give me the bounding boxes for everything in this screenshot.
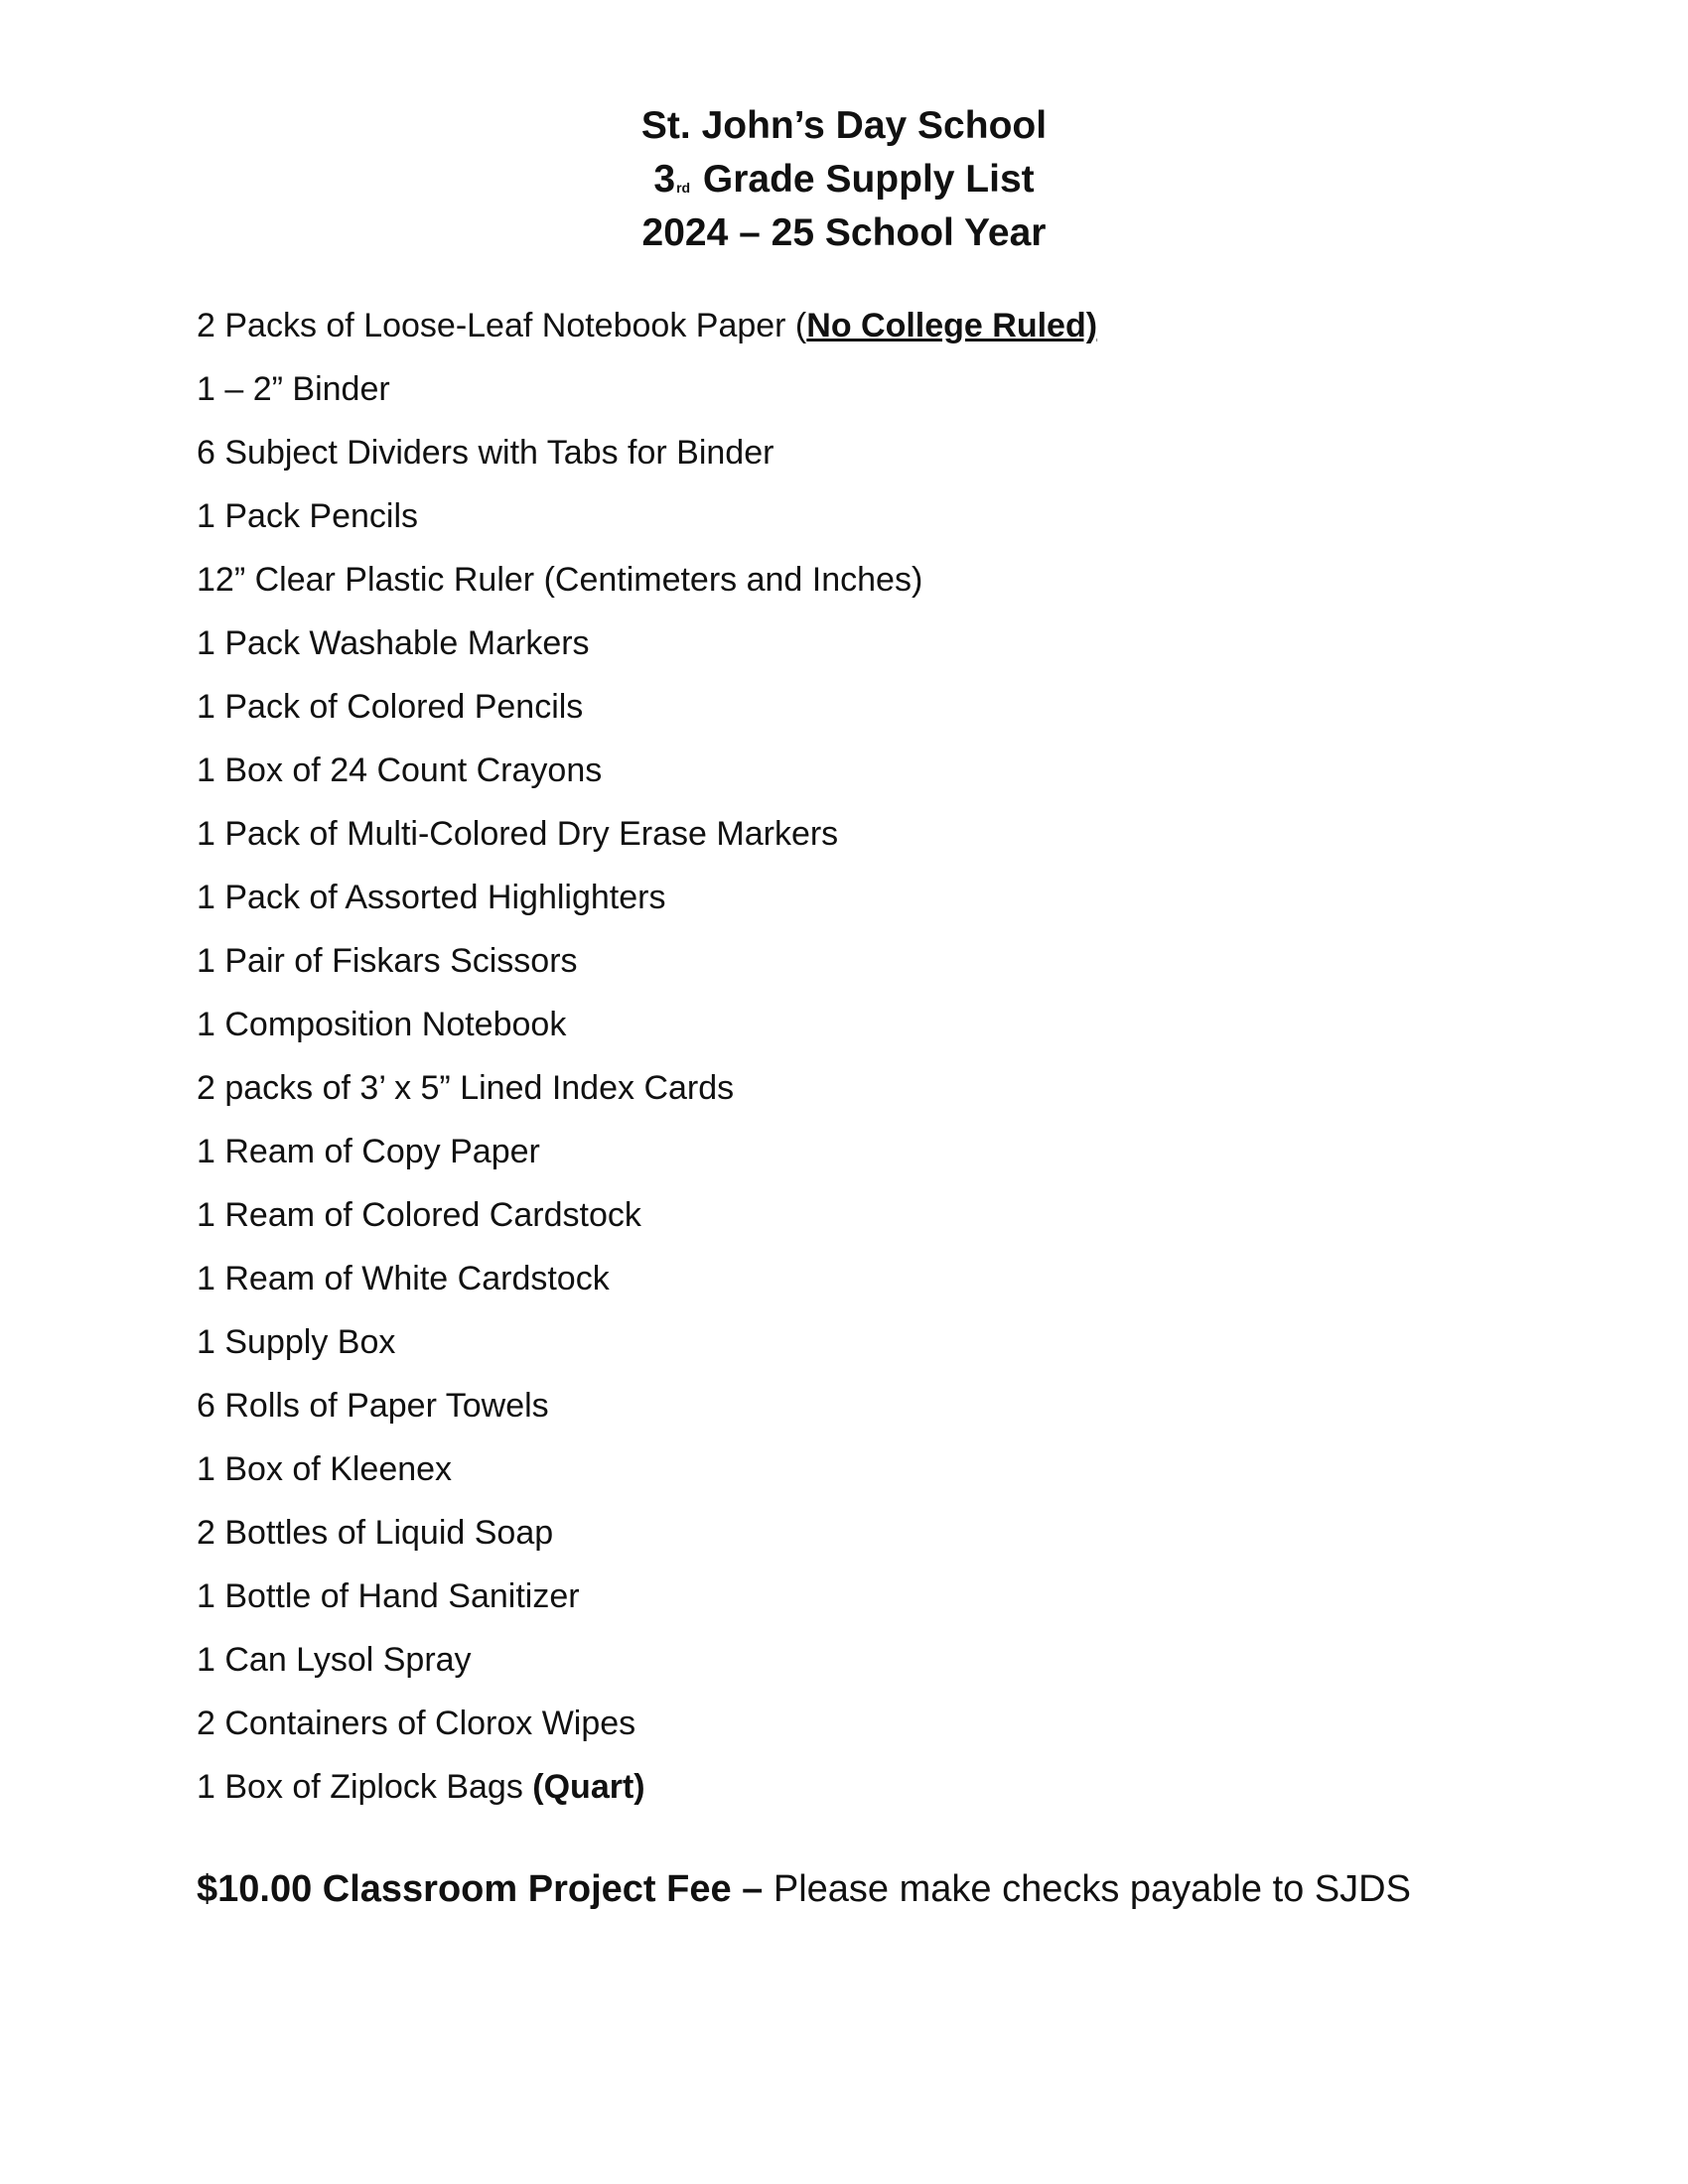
supply-item <box>197 929 1097 993</box>
supply-item-note: No College Ruled) <box>806 307 1098 344</box>
supply-item <box>197 802 1097 866</box>
supply-item-text: 1 Pack of Colored Pencils <box>197 688 584 726</box>
supply-item <box>197 1183 1097 1247</box>
document-header <box>0 99 1688 260</box>
supply-item-text: 1 Box of Ziplock Bags <box>197 1768 533 1806</box>
supply-item-text: 1 Pack Pencils <box>197 497 418 535</box>
supply-list <box>197 294 1097 1819</box>
supply-item <box>197 1056 1097 1120</box>
supply-item-text: 1 Can Lysol Spray <box>197 1641 472 1679</box>
supply-item <box>197 548 1097 612</box>
supply-item <box>197 1628 1097 1692</box>
grade-suffix: rd <box>676 180 691 196</box>
supply-item-text: 1 Box of 24 Count Crayons <box>197 751 603 789</box>
list-title: Grade Supply List <box>702 158 1035 201</box>
supply-item-text: 6 Rolls of Paper Towels <box>197 1387 549 1425</box>
supply-item <box>197 1374 1097 1437</box>
fee-amount: $10.00 Classroom Project Fee – <box>197 1868 764 1910</box>
supply-item-text: 2 packs of 3’ x 5” Lined Index Cards <box>197 1069 735 1107</box>
supply-item-text: 2 Packs of Loose-Leaf Notebook Paper ( <box>197 307 807 344</box>
supply-item-text: 12” Clear Plastic Ruler (Centimeters and Inches) <box>197 561 923 599</box>
supply-item <box>197 1247 1097 1310</box>
supply-item-text: 1 Box of Kleenex <box>197 1450 453 1488</box>
supply-item-text: 1 Bottle of Hand Sanitizer <box>197 1577 580 1615</box>
supply-item <box>197 866 1097 929</box>
supply-item-text: 1 Ream of Colored Cardstock <box>197 1196 641 1234</box>
supply-item <box>197 421 1097 484</box>
supply-item-text: 1 Pack of Assorted Highlighters <box>197 879 666 916</box>
supply-item-text: 2 Bottles of Liquid Soap <box>197 1514 554 1552</box>
supply-item <box>197 1755 1097 1819</box>
supply-item <box>197 612 1097 675</box>
supply-item-text: 1 Pack of Multi-Colored Dry Erase Markers <box>197 815 839 853</box>
supply-item-text: 1 Pair of Fiskars Scissors <box>197 942 578 980</box>
supply-item-text: 2 Containers of Clorox Wipes <box>197 1705 636 1742</box>
grade-number: 3 <box>653 158 676 201</box>
list-title-line <box>0 153 1688 206</box>
supply-item-note: (Quart) <box>532 1768 645 1806</box>
supply-item-text: 1 Ream of White Cardstock <box>197 1260 610 1297</box>
school-year: 2024 – 25 School Year <box>641 211 1047 254</box>
supply-item <box>197 1565 1097 1628</box>
classroom-fee-note <box>197 1862 1411 1916</box>
supply-item <box>197 1310 1097 1374</box>
supply-item-text: 1 Supply Box <box>197 1323 396 1361</box>
supply-item-text: 6 Subject Dividers with Tabs for Binder <box>197 434 774 472</box>
supply-item-text: 1 Composition Notebook <box>197 1006 567 1043</box>
supply-item <box>197 1437 1097 1501</box>
supply-item <box>197 294 1097 357</box>
supply-item <box>197 357 1097 421</box>
fee-instruction: Please make checks payable to SJDS <box>763 1868 1411 1910</box>
supply-item <box>197 739 1097 802</box>
supply-item <box>197 484 1097 548</box>
supply-item <box>197 993 1097 1056</box>
supply-item-text: 1 Pack Washable Markers <box>197 624 590 662</box>
supply-item <box>197 675 1097 739</box>
supply-item <box>197 1692 1097 1755</box>
supply-item-text: 1 Ream of Copy Paper <box>197 1133 540 1170</box>
supply-item <box>197 1120 1097 1183</box>
supply-item-text: 1 – 2” Binder <box>197 370 390 408</box>
school-name: St. John’s Day School <box>640 104 1048 147</box>
supply-item <box>197 1501 1097 1565</box>
